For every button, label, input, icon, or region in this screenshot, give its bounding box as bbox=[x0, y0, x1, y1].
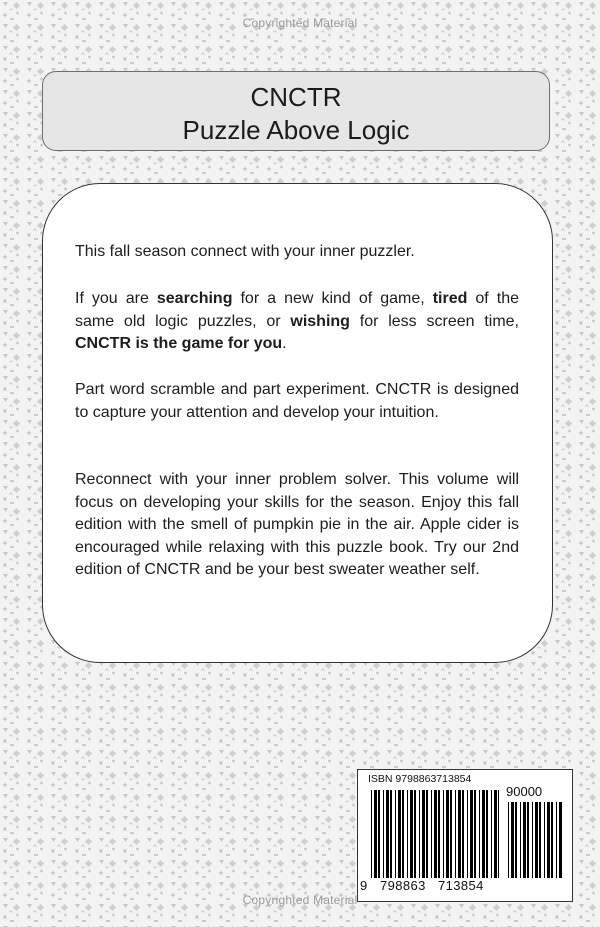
barcode-bar bbox=[515, 802, 517, 878]
barcode-bar bbox=[383, 790, 384, 878]
barcode-bar bbox=[559, 802, 562, 878]
title-box bbox=[42, 71, 550, 151]
p2-bold-tagline: CNCTR is the game for you bbox=[75, 335, 283, 352]
barcode-bar bbox=[482, 790, 485, 878]
barcode-bar bbox=[414, 790, 416, 878]
barcode-bar bbox=[486, 790, 488, 878]
isbn-barcode-box bbox=[357, 769, 573, 902]
isbn-label: ISBN 9798863713854 bbox=[368, 773, 472, 785]
barcode-bar bbox=[458, 790, 461, 878]
barcode-bar bbox=[462, 790, 464, 878]
barcode-bar bbox=[470, 790, 473, 878]
barcode-bar bbox=[508, 802, 509, 878]
barcode-bar bbox=[455, 790, 456, 878]
description-paragraph-3: Part word scramble and part experiment. CNCTR is designed to capture your attention and develop your intuition. bbox=[75, 381, 519, 421]
barcode-bar bbox=[402, 790, 404, 878]
p2-text-1: If you are bbox=[75, 290, 157, 307]
barcode-bar bbox=[532, 802, 533, 878]
barcode-bar bbox=[520, 802, 521, 878]
barcode-bar bbox=[426, 790, 428, 878]
barcode-bar bbox=[547, 802, 550, 878]
barcode-bar bbox=[523, 802, 526, 878]
barcode-bar bbox=[474, 790, 476, 878]
barcode-bar bbox=[551, 802, 553, 878]
barcode-bar bbox=[527, 802, 529, 878]
barcode-digit-first: 9 bbox=[360, 878, 368, 893]
watermark-top: Copyrighted Material bbox=[242, 16, 358, 30]
barcode-bar bbox=[431, 790, 432, 878]
p2-text-3: of the same old logic puzzles, or bbox=[75, 290, 519, 330]
price-code: 90000 bbox=[506, 784, 543, 799]
barcode-digit-group-2: 713854 bbox=[438, 878, 484, 893]
book-title: CNCTR bbox=[250, 82, 342, 112]
p2-bold-wishing: wishing bbox=[290, 312, 350, 330]
p2-bold-tired: tired bbox=[432, 290, 468, 307]
barcode-bar bbox=[544, 802, 545, 878]
barcode-bar bbox=[535, 802, 538, 878]
p2-bold-searching: searching bbox=[156, 290, 233, 307]
barcode-bar bbox=[498, 790, 499, 878]
description-paragraph-2 bbox=[75, 288, 519, 356]
barcode-bar bbox=[450, 790, 452, 878]
barcode-bar bbox=[398, 790, 401, 878]
barcode-bar bbox=[434, 790, 437, 878]
barcode-bar bbox=[374, 790, 377, 878]
barcode-bar bbox=[386, 790, 389, 878]
barcode-bar bbox=[422, 790, 425, 878]
barcode-bar bbox=[407, 790, 408, 878]
barcode-bar bbox=[479, 790, 480, 878]
barcode-bar bbox=[419, 790, 420, 878]
barcode-bar bbox=[395, 790, 396, 878]
p2-text-2: for a new kind of game, bbox=[232, 290, 433, 307]
barcode-digit-group-1: 798863 bbox=[380, 878, 426, 893]
barcode-bar bbox=[556, 802, 557, 878]
p2-text-5: . bbox=[282, 335, 287, 352]
barcode-bar bbox=[539, 802, 541, 878]
barcode-bar bbox=[390, 790, 392, 878]
p2-text-4: for less screen time, bbox=[349, 312, 520, 330]
barcode-bar bbox=[467, 790, 468, 878]
barcode-bar bbox=[378, 790, 380, 878]
barcode-bar bbox=[446, 790, 449, 878]
barcode-bar bbox=[443, 790, 444, 878]
description-paragraph-1: This fall season connect with your inner puzzler. bbox=[75, 243, 415, 260]
book-subtitle: Puzzle Above Logic bbox=[182, 115, 410, 145]
description-paragraph-4: Reconnect with your inner problem solver. This volume will focus on developing your skills for the season. Enjoy this fall edition with the smell of pumpkin pie in the air. Apple cider is encouraged while relaxing with this puzzle book. Try our 2nd edition of CNCTR and be your best sweater weather self. bbox=[75, 471, 519, 578]
barcode-bars bbox=[367, 790, 567, 880]
barcode-bar bbox=[491, 790, 492, 878]
barcode-bar bbox=[438, 790, 440, 878]
barcode-bar bbox=[371, 790, 372, 878]
barcode-bar bbox=[511, 802, 514, 878]
watermark-bottom: Copyrighted Material bbox=[242, 893, 358, 907]
barcode-bar bbox=[494, 790, 497, 878]
barcode-bar bbox=[410, 790, 413, 878]
